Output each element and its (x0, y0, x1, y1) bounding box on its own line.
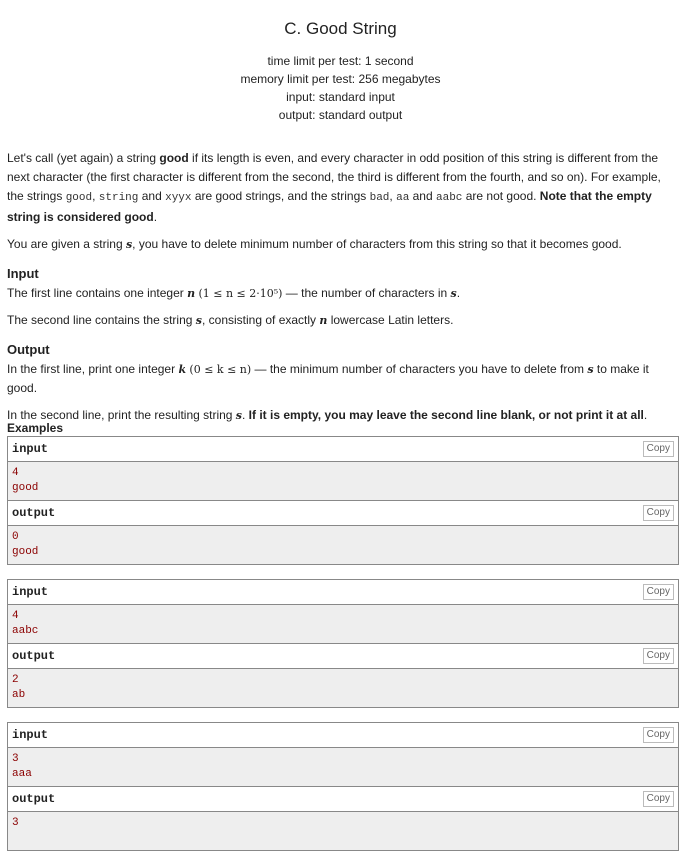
example-line: aabc (12, 625, 39, 637)
example-line: 3 (12, 753, 19, 765)
copy-button[interactable]: Copy (643, 791, 674, 807)
example-input-content (8, 462, 678, 500)
examples-title: Examples (7, 421, 64, 435)
example-input-box (7, 579, 679, 644)
example-line: 2 (12, 674, 19, 686)
example-output-label: output (12, 792, 56, 806)
problem-header (0, 19, 681, 124)
example-line: 3 (12, 817, 19, 829)
output-heading: Output (7, 342, 50, 357)
copy-button[interactable]: Copy (643, 505, 674, 521)
memory-limit: memory limit per test: 256 megabytes (240, 72, 441, 86)
example-input-header (8, 723, 678, 748)
example-output-content (8, 812, 678, 850)
example-line: good (12, 546, 39, 558)
example-output-box (7, 787, 679, 851)
example-input-box (7, 436, 679, 501)
example-line: 4 (12, 610, 19, 622)
example-line: 4 (12, 467, 19, 479)
example-input-label: input (12, 585, 49, 599)
example-input-box (7, 722, 679, 787)
example-output-box (7, 501, 679, 565)
legend-paragraph-2: You are given a string s, you have to delete minimum number of characters from this string so that it becomes good. (7, 237, 622, 251)
input-line-1: The first line contains one integer n (1 ≤ n ≤ 2·10⁵) — the number of characters in s. (7, 286, 461, 300)
example-output-header (8, 787, 678, 812)
copy-button[interactable]: Copy (643, 727, 674, 743)
problem-statement (7, 149, 675, 433)
time-limit: time limit per test: 1 second (267, 54, 414, 68)
problem-title: C. Good String (284, 19, 397, 38)
example-gap (7, 565, 679, 579)
input-line-2: The second line contains the string s, consisting of exactly n lowercase Latin letters. (7, 313, 454, 327)
copy-button[interactable]: Copy (643, 648, 674, 664)
example-output-content (8, 669, 678, 707)
example-input-content (8, 605, 678, 643)
example-input-header (8, 437, 678, 462)
example-output-content (8, 526, 678, 564)
example-output-label: output (12, 649, 56, 663)
examples-list (7, 436, 679, 851)
output-spec: output: standard output (278, 108, 403, 122)
example-line: ab (12, 689, 26, 701)
legend-paragraph-1: Let's call (yet again) a string good if its length is even, and every character in odd position of this string is different from the next character (the first character is different from the second, the third is different from the fourth, and so on). For example, the strings good, string and xyyx are good strings, and the strings bad, aa and aabc are not good. Note that the empty string is considered good. (7, 151, 661, 224)
example-output-header (8, 644, 678, 669)
output-line-1: In the first line, print one integer k (0 ≤ k ≤ n) — the minimum number of characters you have to delete from s to make it good. (7, 362, 649, 395)
output-line-2: In the second line, print the resulting string s. If it is empty, you may leave the second line blank, or not print it at all. (7, 408, 648, 422)
examples-section (7, 421, 679, 851)
example-gap (7, 708, 679, 722)
example-line: good (12, 482, 39, 494)
input-spec: input: standard input (286, 90, 395, 104)
example-output-label: output (12, 506, 56, 520)
copy-button[interactable]: Copy (643, 584, 674, 600)
example-input-header (8, 580, 678, 605)
example-input-label: input (12, 728, 49, 742)
example-line: aaa (12, 768, 32, 780)
example-input-label: input (12, 442, 49, 456)
example-output-box (7, 644, 679, 708)
copy-button[interactable]: Copy (643, 441, 674, 457)
example-input-content (8, 748, 678, 786)
example-output-header (8, 501, 678, 526)
input-heading: Input (7, 266, 39, 281)
example-line: 0 (12, 531, 19, 543)
